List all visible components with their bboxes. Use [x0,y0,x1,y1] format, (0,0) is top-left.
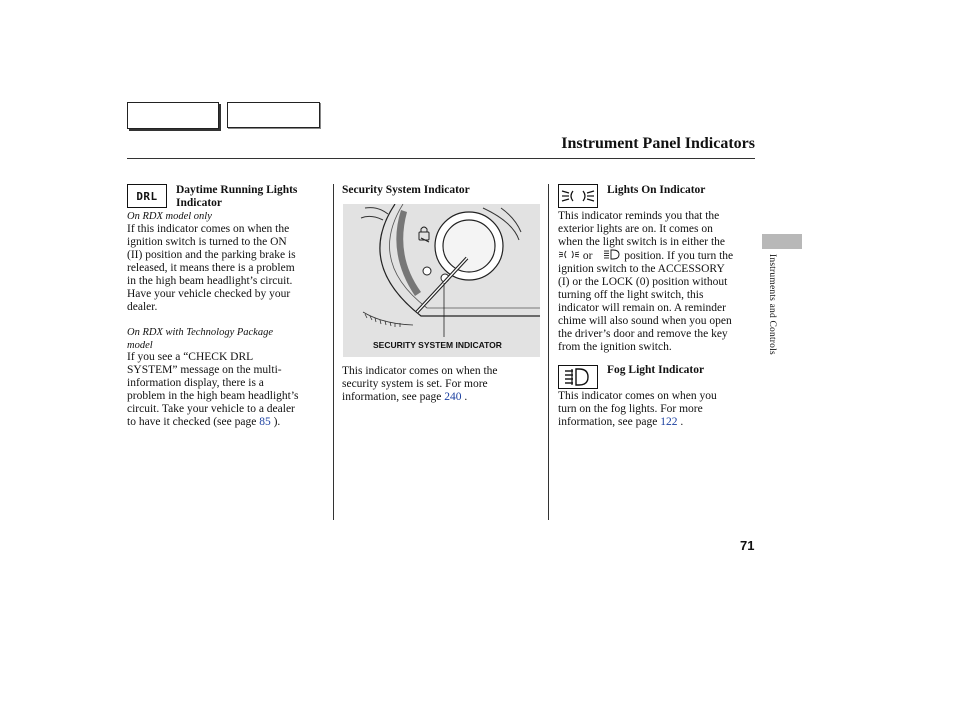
text-line: the driver’s door and remove the key [558,328,728,340]
text-line: (I) or the LOCK (0) position without [558,276,728,288]
lights-on-paragraph [558,210,758,354]
text-line [127,416,332,429]
fog-light-symbol [559,366,597,388]
text-line: Have your vehicle checked by your [127,288,291,300]
text-line: indicator will remain on. A reminder [558,302,726,314]
text-line: when the light switch is in either the [558,236,726,248]
text-line: dealer. [127,301,158,313]
page-link-85[interactable]: 85 [259,416,271,428]
column-divider [333,184,334,520]
text-line: exterior lights are on. It comes on [558,223,713,235]
text-fragment: position. If you turn the [624,250,734,262]
security-indicator-figure [343,204,540,357]
text-line: turning off the light switch, this [558,289,704,301]
page-title: Instrument Panel Indicators [561,135,755,152]
drl-icon-text: DRL [136,189,158,203]
text-line: If this indicator comes on when the [127,223,290,235]
text-line: problem in the high beam headlight’s [127,390,299,402]
text-line: On RDX with Technology Package [127,327,274,338]
drl-indicator-icon [127,184,167,208]
lights-on-indicator-icon [558,184,598,208]
text-line: information display, there is a [127,377,264,389]
text-fragment: to have it checked (see page [127,416,257,428]
column-divider [548,184,549,520]
text-line: from the ignition switch. [558,341,672,353]
text-line: This indicator comes on when you [558,390,717,402]
parking-lights-icon [558,249,580,260]
text-fragment: . [464,391,468,403]
drl-tech-note [127,326,273,352]
security-paragraph [342,365,542,404]
text-line: ignition switch to the ACCESSORY [558,263,725,275]
drl-heading [176,184,297,210]
text-fragment: information, see page [342,391,442,403]
text-line: ignition switch is turned to the ON [127,236,287,248]
text-line: in the high beam headlight’s circuit. [127,275,293,287]
section-tab-label: Instruments and Controls [767,254,777,355]
text-line: This indicator comes on when the [342,365,498,377]
figure-label: SECURITY SYSTEM INDICATOR [373,340,502,350]
drl-heading-line: Daytime Running Lights [176,184,298,196]
text-line: circuit. Take your vehicle to a dealer [127,403,295,415]
header-rule [127,158,755,159]
headlight-icon [603,249,621,260]
text-fragment: . [680,416,684,428]
index-button[interactable] [227,102,320,128]
drl-model-note: On RDX model only [127,211,212,222]
security-heading: Security System Indicator [342,184,470,196]
main-menu-button[interactable] [127,102,219,129]
fog-light-heading: Fog Light Indicator [607,364,705,376]
lights-on-heading: Lights On Indicator [607,184,706,196]
text-line: chime will also sound when you open [558,315,732,327]
text-line: security system is set. For more [342,378,488,390]
text-line: model [127,340,153,351]
text-line [558,416,758,429]
gauge-illustration [343,204,540,357]
drl-heading-line: Indicator [176,197,222,209]
drl-paragraph-1 [127,223,332,314]
text-fragment: information, see page [558,416,658,428]
page-link-240[interactable]: 240 [444,391,462,403]
text-line: SYSTEM” message on the multi- [127,364,282,376]
page-link-122[interactable]: 122 [660,416,678,428]
text-line: This indicator reminds you that the [558,210,720,222]
page-number: 71 [740,538,755,553]
fog-light-indicator-icon [558,365,598,389]
drl-paragraph-2 [127,351,332,429]
text-line: turn on the fog lights. For more [558,403,703,415]
fog-light-paragraph [558,390,758,429]
section-tab[interactable] [762,234,802,249]
text-fragment: ). [273,416,281,428]
text-line: released, it means there is a problem [127,262,295,274]
text-fragment: or [582,250,593,262]
text-line [342,391,542,404]
lights-on-symbol [559,185,597,207]
text-line [558,249,758,263]
text-line: (II) position and the parking brake is [127,249,296,261]
text-line: If you see a “CHECK DRL [127,351,254,363]
